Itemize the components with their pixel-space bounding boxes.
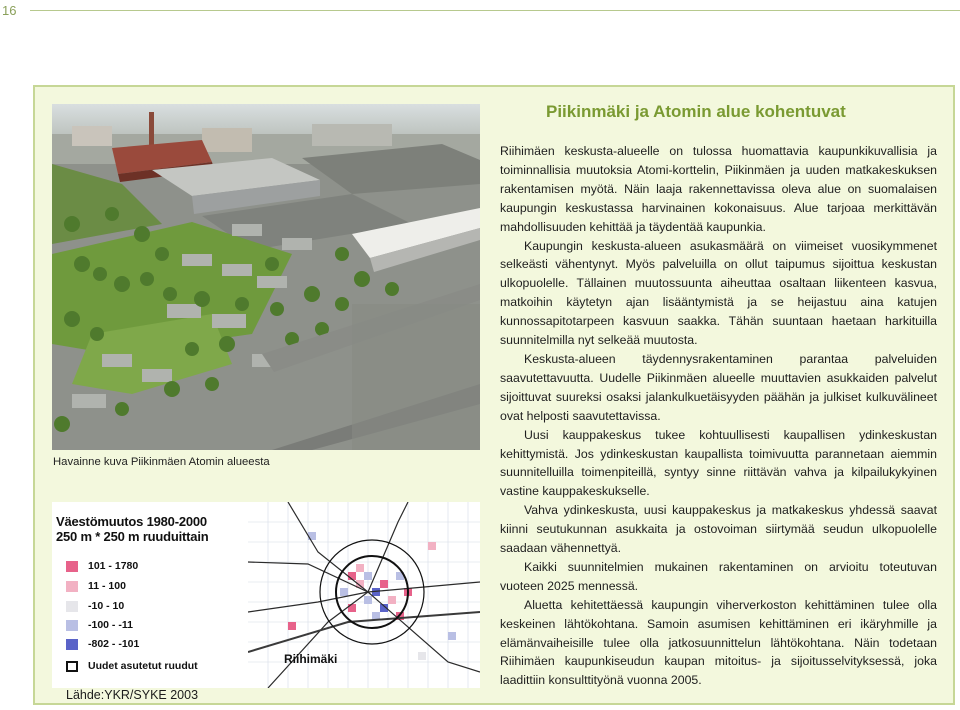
article-paragraph: Riihimäen keskusta-alueelle on tulossa huomattavia kaupunkikuvallisia ja toiminnallisia muutoksia Atomi-korttelin, Piikinmäen ja uuden matkakeskuksen rakentamisen myötä. Näin laaja rakennettavissa oleva alue on suomalaisen kaupungin keskustassa harvinainen kokonaisuus. Alue tarjoaa merkittävän mahdollisuuden kehittää ja täydentää kaupunkia. [500,144,937,234]
legend-swatch [66,639,78,650]
population-change-map [52,502,480,688]
source-credit: Lähde:YKR/SYKE 2003 [66,688,199,702]
article-paragraph: Vahva ydinkeskusta, uusi kauppakeskus ja matkakeskus yhdessä saavat kiinni seutukunnan asukkaita ja ostovoiman siirtymää seudun ulkopuolelle saadaan vähennettyä. [500,503,937,556]
legend-swatch [66,601,78,612]
header-rule [30,10,960,11]
map-title-line1: Väestömuutos 1980-2000 [56,514,207,529]
map-canvas [248,502,480,688]
legend-swatch [66,620,78,631]
legend-item: -10 - 10 [66,600,124,614]
legend-swatch [66,581,78,592]
legend-swatch [66,561,78,572]
aerial-caption: Havainne kuva Piikinmäen Atomin alueesta [53,456,270,468]
map-place-label: Riihimäki [284,652,338,666]
map-title [56,514,209,544]
article-paragraph: Kaikki suunnitelmien mukainen rakentaminen on arvioitu toteutuvan vuoteen 2025 mennessä. [500,559,937,593]
article-paragraph: Uusi kauppakeskus tukee kohtuullisesti kaupallisen ydinkeskustan kehittymistä. Jos ydinkeskustan kaupallista toimivuutta parannetaan aiemmin suunnitelluilla toimenpiteillä, syntyy sinne riittävän vahva ja kilpailukykyinen vastine kauppakeskukselle. [500,427,937,499]
legend-item: -100 - -11 [66,619,133,633]
page-number: 16 [2,3,17,18]
map-title-line2: 250 m * 250 m ruuduittain [56,529,209,544]
legend-item: Uudet asutetut ruudut [66,660,198,674]
legend-item: 101 - 1780 [66,560,138,574]
legend-swatch [66,661,78,672]
article-paragraph: Aluetta kehitettäessä kaupungin viherverkoston kehittäminen tulee olla keskeinen lähtökohtana. Samoin asumisen kehittäminen eri ikäryhmille ja elämänvaiheisille tulee olla jatkosuunnittelun lähtökohtana. Näin todetaan Riihimäen kaupunkiseudun kaupan mitoitus- ja sijoitusselvityksessä, joka laadittiin konsulttityönä vuonna 2005. [500,597,937,688]
map-legend [52,502,252,688]
legend-item: -802 - -101 [66,638,139,652]
article-paragraph: Keskusta-alueen täydennysrakentaminen parantaa palveluiden saavutettavuutta. Uudelle Piikinmäen alueelle muuttavien asukkaiden palvelut sijoittuvat suureksi osaksi jalankulkuetäisyyden päähän ja julkiset kulkuvälineet ovat helposti saavutettavissa. [500,351,937,423]
article-paragraph: Kaupungin keskusta-alueen asukasmäärä on viimeiset vuosikymmenet selkeästi vähentynyt. Myös palveluilla on ollut taipumus sijoittua keskustan ulkopuolelle. Tällainen muutossuunta aiheuttaa osaltaan liikenteen kasvua, matkoihin käytetyn ajan lisääntymistä ja se heijastuu aina katujen kunnossapitotarpeen kasvuun saakka. Tähän suuntaan haetaan harkituilla suunnitelmilla nyt selkeää muutosta. [500,238,937,348]
article-body [500,142,937,690]
article-title: Piikinmäki ja Atomin alue kohentuvat [546,102,846,121]
legend-item: 11 - 100 [66,580,126,594]
aerial-illustration [52,104,480,450]
